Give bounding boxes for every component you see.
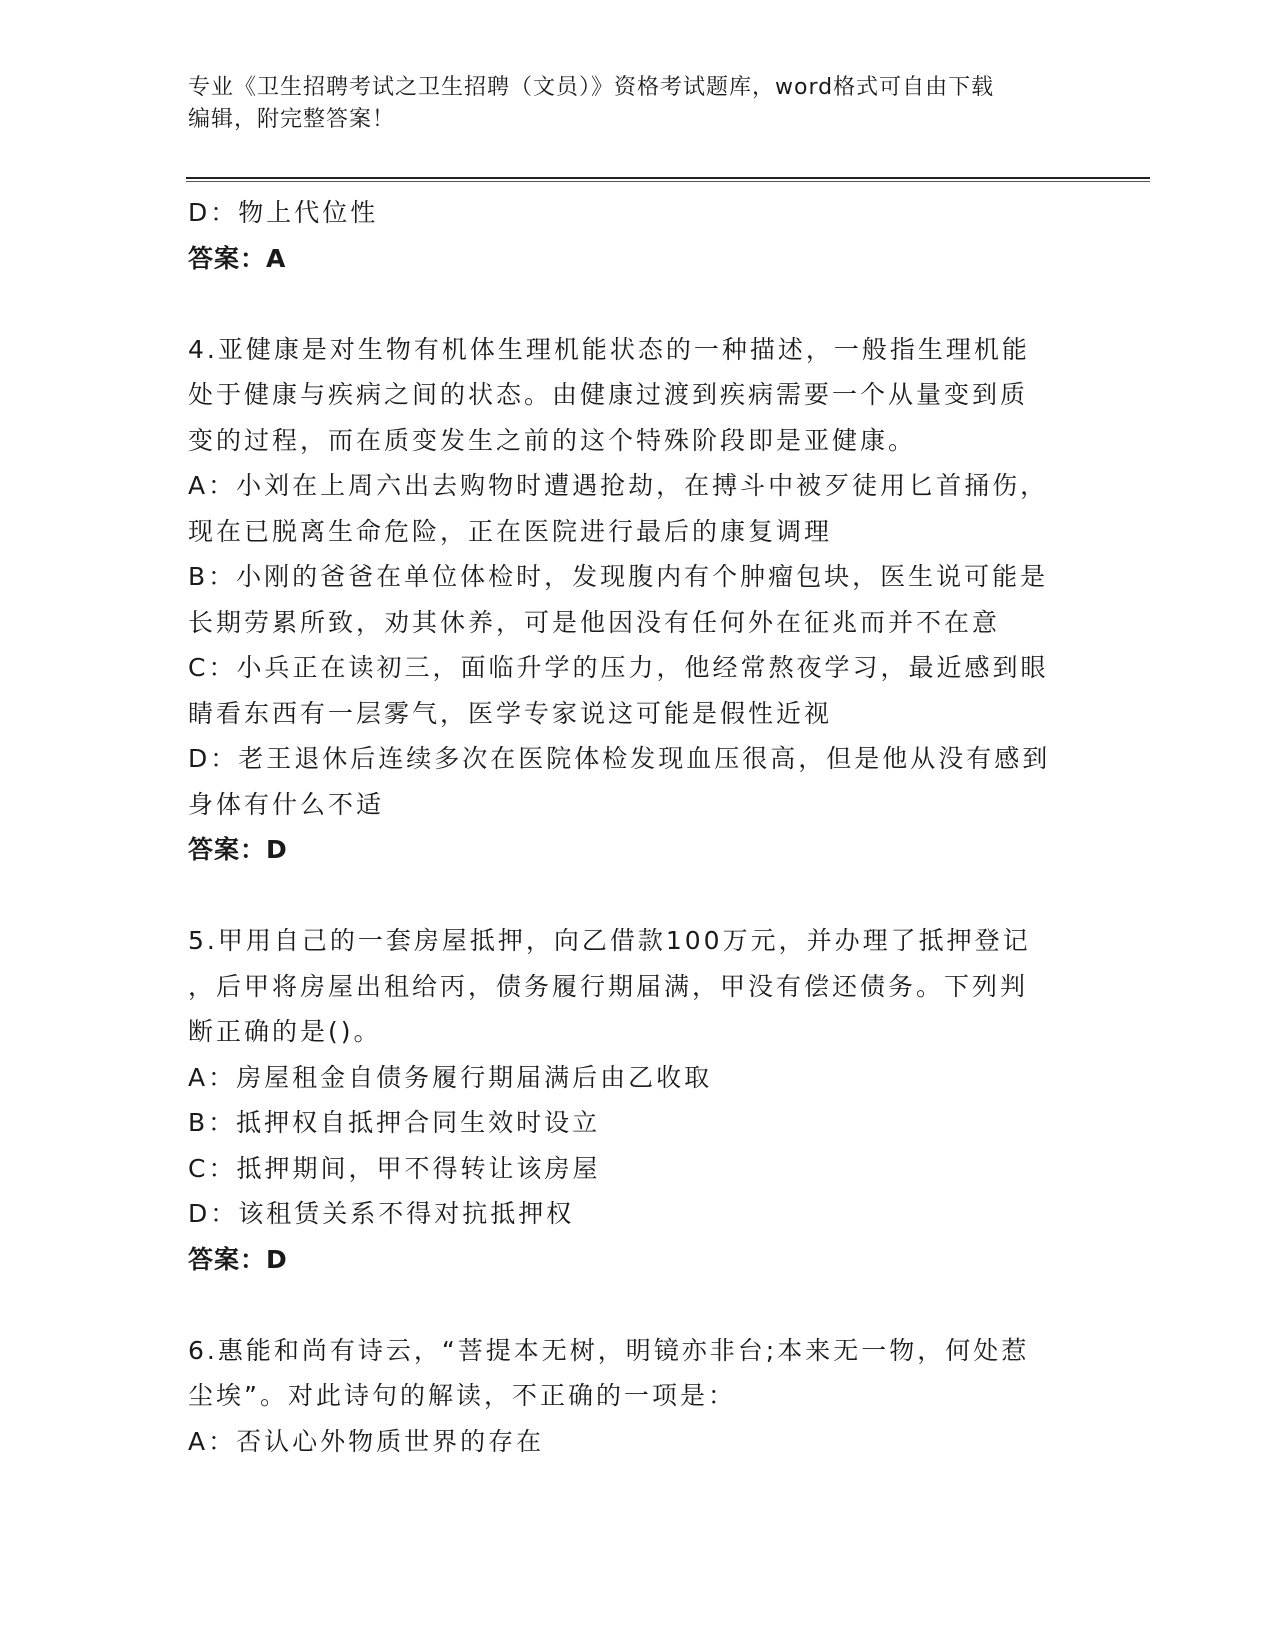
question-4: [188, 327, 1068, 873]
q5-stem-line: 断正确的是()。: [188, 1017, 382, 1046]
q4-stem-line: 变的过程，而在质变发生之前的这个特殊阶段即是亚健康。: [188, 425, 917, 455]
q5-option-a: A：房屋租金自债务履行期届满后由乙收取: [188, 1062, 713, 1092]
spacer: [188, 873, 1068, 919]
q5-answer: 答案：D: [188, 1244, 288, 1274]
q3-answer: 答案：A: [188, 243, 287, 273]
q3-option-d: D：物上代位性: [188, 198, 379, 227]
header-line-2: 编辑，附完整答案！: [188, 107, 396, 132]
header-divider-secondary: [186, 181, 1150, 182]
q5-stem-line: ，后甲将房屋出租给丙，债务履行期届满，甲没有偿还债务。下列判: [188, 971, 1029, 1001]
q6-stem-line: 尘埃”。对此诗句的解读，不正确的一项是：: [188, 1381, 736, 1410]
question-5: [188, 918, 1068, 1282]
q4-option-c-cont: 睛看东西有一层雾气，医学专家说这可能是假性近视: [188, 698, 833, 728]
q5-option-b: B：抵押权自抵押合同生效时设立: [188, 1108, 601, 1137]
document-body: [188, 190, 1068, 1464]
q4-option-a-cont: 现在已脱离生命危险，正在医院进行最后的康复调理: [188, 516, 833, 546]
q5-stem-line: 5.甲用自己的一套房屋抵押，向乙借款100万元，并办理了抵押登记: [188, 926, 1031, 955]
q4-answer: 答案：D: [188, 835, 288, 864]
q4-stem-line: 处于健康与疾病之间的状态。由健康过渡到疾病需要一个从量变到质: [188, 380, 1029, 409]
q6-stem-line: 6.惠能和尚有诗云，“菩提本无树，明镜亦非台;本来无一物，何处惹: [188, 1335, 1030, 1365]
q5-option-d: D：该租赁关系不得对抗抵押权: [188, 1199, 575, 1228]
q4-option-b-cont: 长期劳累所致，劝其休养，可是他因没有任何外在征兆而并不在意: [188, 607, 1001, 637]
q6-option-a: A：否认心外物质世界的存在: [188, 1426, 545, 1456]
q4-stem-line: 4.亚健康是对生物有机体生理机能状态的一种描述，一般指生理机能: [188, 334, 1030, 364]
q4-option-c: C：小兵正在读初三，面临升学的压力，他经常熬夜学习，最近感到眼: [188, 653, 1049, 682]
q4-option-b: B：小刚的爸爸在单位体检时，发现腹内有个肿瘤包块，医生说可能是: [188, 562, 1049, 591]
header-divider: [186, 177, 1150, 179]
spacer: [188, 1282, 1068, 1328]
question-6: [188, 1328, 1068, 1465]
header-line-1: 专业《卫生招聘考试之卫生招聘（文员）》资格考试题库，word格式可自由下载: [188, 75, 995, 100]
q4-option-d-cont: 身体有什么不适: [188, 789, 385, 819]
spacer: [188, 281, 1068, 327]
q4-option-d: D：老王退休后连续多次在医院体检发现血压很高，但是他从没有感到: [188, 744, 1051, 773]
q5-option-c: C：抵押期间，甲不得转让该房屋: [188, 1153, 601, 1183]
q4-option-a: A：小刘在上周六出去购物时遭遇抢劫，在搏斗中被歹徒用匕首捅伤，: [188, 471, 1049, 500]
document-header: [188, 72, 1068, 136]
